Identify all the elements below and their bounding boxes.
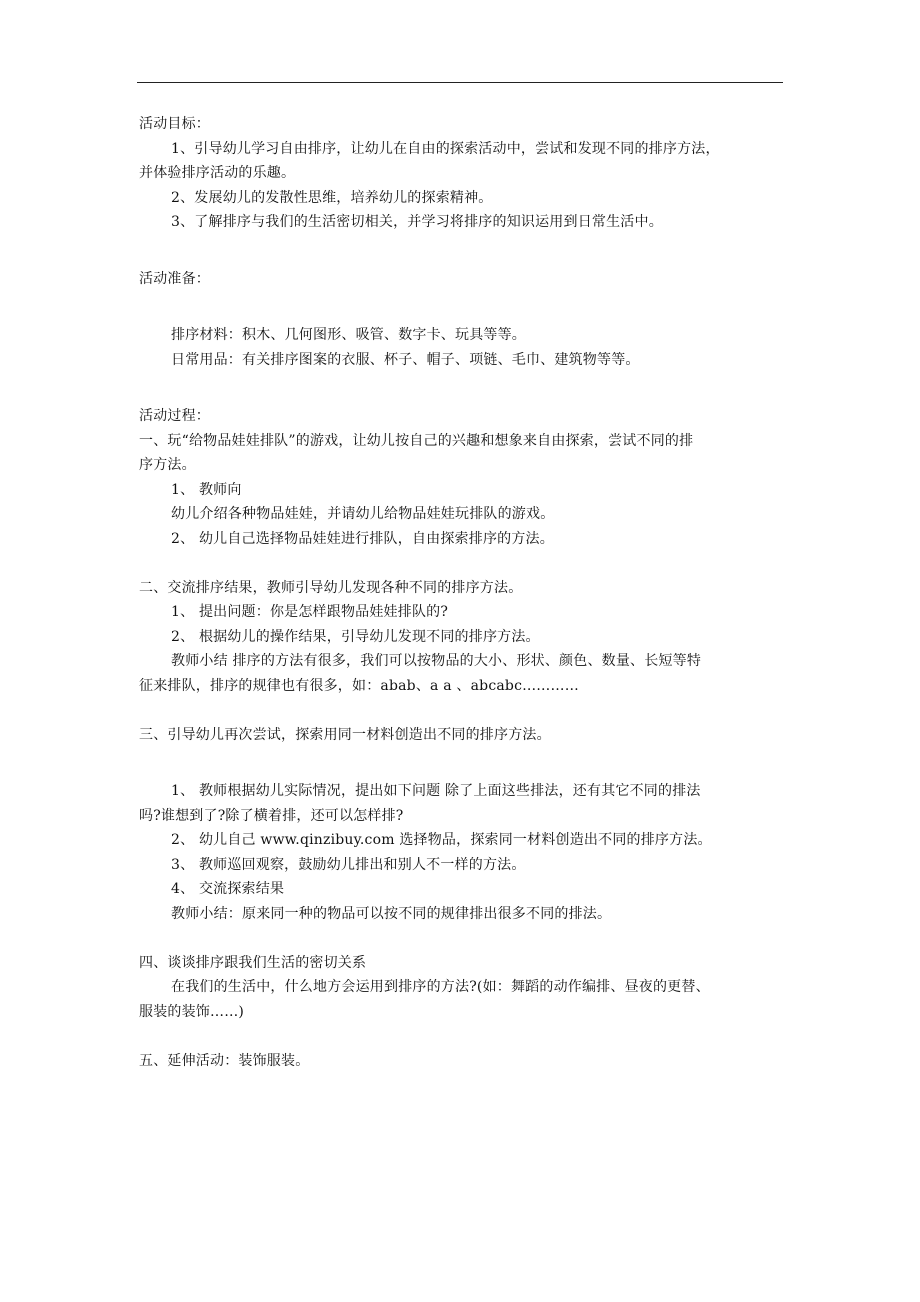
spacer (139, 698, 787, 723)
spacer (139, 551, 787, 576)
section-3-step-3: 3、 教师巡回观察，鼓励幼儿排出和别人不一样的方法。 (171, 856, 526, 873)
section-2-step-1: 1、 提出问题：你是怎样跟物品娃娃排队的? (171, 604, 449, 620)
goal-item-3: 3、了解排序与我们的生活密切相关，并学习将排序的知识运用到日常生活中。 (171, 214, 663, 230)
section-1-step-1: 1、 教师向 (171, 481, 242, 498)
section-3-heading: 三、引导幼儿再次尝试，探索用同一材料创造出不同的排序方法。 (139, 726, 551, 743)
section-2-step-2: 2、 根据幼儿的操作结果，引导幼儿发现不同的排序方法。 (171, 628, 540, 645)
section-4-text-cont: 服装的装饰……) (139, 1003, 245, 1020)
process-heading: 活动过程： (139, 408, 210, 424)
section-3-step-1: 1、 教师根据幼儿实际情况，提出如下问题 除了上面这些排法，还有其它不同的排法 (171, 783, 701, 799)
section-2-summary: 教师小结 排序的方法有很多，我们可以按物品的大小、形状、颜色、数量、长短等特 (171, 653, 702, 669)
spacer (139, 747, 787, 779)
section-2-heading: 二、交流排序结果，教师引导幼儿发现各种不同的排序方法。 (139, 579, 523, 596)
section-1-step-1-cont: 幼儿介绍各种物品娃娃，并请幼儿给物品娃娃玩排队的游戏。 (171, 506, 555, 522)
goal-item-1-cont: 并体验排序活动的乐趣。 (139, 165, 296, 181)
section-4-heading: 四、谈谈排序跟我们生活的密切关系 (139, 954, 367, 971)
preparation-materials: 排序材料：积木、几何图形、吸管、数字卡、玩具等等。 (171, 327, 526, 343)
goals-heading: 活动目标： (139, 116, 210, 132)
section-3-summary: 教师小结：原来同一种的物品可以按不同的规律排出很多不同的排法。 (171, 905, 612, 922)
section-3-step-2: 2、 幼儿自己 www.qinzibuy.com 选择物品，探索同一材料创造出不同的排序方法。 (171, 832, 712, 848)
section-1-heading-cont: 序方法。 (139, 457, 196, 473)
preparation-heading: 活动准备： (139, 270, 210, 287)
goal-item-1: 1、引导幼儿学习自由排序，让幼儿在自由的探索活动中，尝试和发现不同的排序方法， (171, 140, 720, 157)
section-3-step-1-cont: 吗?谁想到了?除了横着排，还可以怎样排? (139, 807, 404, 824)
preparation-daily: 日常用品：有关排序图案的衣服、杯子、帽子、项链、毛巾、建筑物等等。 (171, 351, 640, 368)
section-3-step-4: 4、 交流探索结果 (171, 881, 285, 897)
spacer (139, 291, 787, 323)
header-rule (137, 82, 783, 83)
section-4-text: 在我们的生活中，什么地方会运用到排序的方法?(如：舞蹈的动作编排、昼夜的更替、 (171, 979, 710, 995)
section-1-heading: 一、玩“给物品娃娃排队”的游戏，让幼儿按自己的兴趣和想象来自由探索，尝试不同的排 (139, 432, 694, 449)
section-1-step-2: 2、 幼儿自己选择物品娃娃进行排队，自由探索排序的方法。 (171, 530, 554, 547)
spacer (139, 1024, 787, 1049)
section-2-summary-cont: 征来排队，排序的规律也有很多，如：abab、a a 、abcabc………… (139, 677, 579, 694)
spacer (139, 926, 787, 951)
goal-item-2: 2、发展幼儿的发散性思维，培养幼儿的探索精神。 (171, 189, 493, 206)
document-body (139, 112, 787, 1073)
section-5-heading: 五、延伸活动：装饰服装。 (139, 1052, 310, 1069)
spacer (139, 235, 787, 267)
spacer (139, 372, 787, 404)
